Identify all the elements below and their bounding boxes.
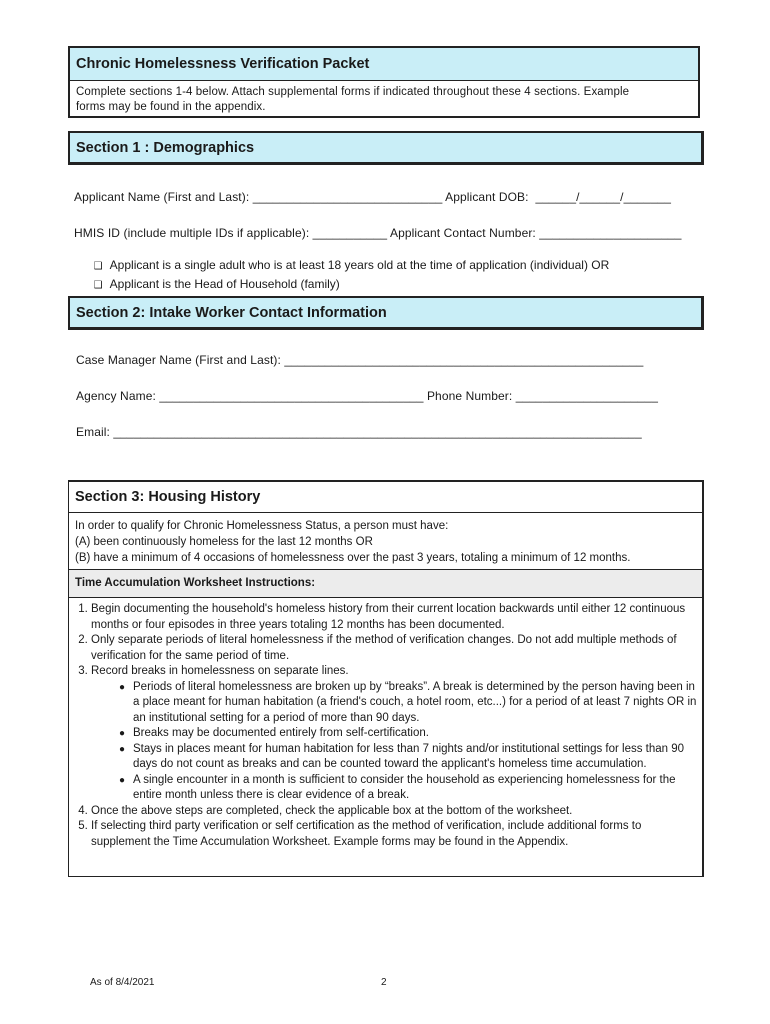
bullet-item: ● A single encounter in a month is sufficient to consider the household as experiencing homelessness for the entire month unless there is clear evidence of a break. xyxy=(119,773,676,801)
worksheet-steps xyxy=(69,602,702,850)
step-item: 2. Only separate periods of literal homelessness if the method of verification changes. Do not add multiple methods of verification for the same period of time. xyxy=(91,633,702,664)
step-item: 3. Record breaks in homelessness on separate lines. ● Periods of literal homelessness are broken up by “breaks”. A break is determined by the person having been in a place meant for human habitation (a friend's couch, a hotel room, etc...) for a period of at least 7 nights OR in an institutional setting for a period of more than 90 days. ● Breaks may be documented entirely from self-certification. ● Stays in places meant for human habitation for less than 7 nights and/or institutional settings for less than 90 days do not count as breaks and can be counted toward the applicant's homeless time accumulation. ● A single encounter in a month is sufficient to consider the household as experiencing homelessness for the entire month unless there is clear evidence of a break. xyxy=(91,664,702,804)
section1-heading: Section 1 : Demographics xyxy=(68,131,704,165)
case-manager-field[interactable]: Case Manager Name (First and Last): _____________________________________________________ xyxy=(76,353,644,367)
section3-heading: Section 3: Housing History xyxy=(69,482,702,513)
checkbox-icon[interactable]: ❑ xyxy=(93,261,103,272)
intro-line-2: (A) been continuously homeless for the last 12 months OR xyxy=(75,536,373,548)
packet-header xyxy=(68,46,700,118)
section2-heading: Section 2: Intake Worker Contact Information xyxy=(68,296,704,330)
packet-title: Chronic Homelessness Verification Packet xyxy=(70,48,698,81)
family-option-label: Applicant is the Head of Household (family) xyxy=(109,277,340,291)
step-item: 5. If selecting third party verification or self certification as the method of verification, include additional forms to supplement the Time Accumulation Worksheet. Example forms may be found in the Appendix. xyxy=(91,819,702,850)
agency-phone-field[interactable]: Agency Name: _______________________________________ Phone Number: _____________________ xyxy=(76,389,658,403)
bullet-item: ● Periods of literal homelessness are broken up by “breaks”. A break is determined by the person having been in a place meant for human habitation (a friend's couch, a hotel room, etc...) for a period of at least 7 nights OR in an institutional setting for a period of more than 90 days. xyxy=(119,680,697,724)
page-number: 2 xyxy=(381,977,387,988)
bullet-icon: ● xyxy=(119,743,126,755)
break-bullets xyxy=(91,680,702,804)
bullet-item: ● Breaks may be documented entirely from self-certification. xyxy=(133,726,702,742)
worksheet-instructions-heading: Time Accumulation Worksheet Instructions: xyxy=(69,570,702,598)
hmis-contact-field[interactable]: HMIS ID (include multiple IDs if applicable): ___________ Applicant Contact Number: _____________________ xyxy=(74,226,682,240)
instructions-line-1: Complete sections 1-4 below. Attach supplemental forms if indicated throughout these 4 sections. Example xyxy=(76,86,630,98)
instructions-line-2: forms may be found in the appendix. xyxy=(76,101,266,113)
footer-date: As of 8/4/2021 xyxy=(90,977,155,988)
applicant-name-dob-field[interactable]: Applicant Name (First and Last): ____________________________ Applicant DOB: ______/______/_______ xyxy=(74,190,672,204)
family-option[interactable] xyxy=(87,263,340,291)
intro-line-1: In order to qualify for Chronic Homelessness Status, a person must have: xyxy=(75,520,449,532)
email-field[interactable]: Email: ______________________________________________________________________________ xyxy=(76,425,642,439)
bullet-icon: ● xyxy=(119,774,126,786)
intro-line-3: (B) have a minimum of 4 occasions of homelessness over the past 3 years, totaling a minimum of 12 months. xyxy=(75,552,631,564)
checkbox-icon[interactable]: ❑ xyxy=(93,280,103,291)
section3-intro xyxy=(69,513,702,570)
step-item: 4. Once the above steps are completed, check the applicable box at the bottom of the worksheet. xyxy=(91,804,702,820)
bullet-icon: ● xyxy=(119,681,126,693)
packet-instructions xyxy=(70,81,698,119)
step-item: 1. Begin documenting the household's homeless history from their current location backwards until either 12 continuous months or four episodes in three years totaling 12 months has been documented. xyxy=(91,602,702,633)
bullet-icon: ● xyxy=(119,728,126,739)
individual-option-label: Applicant is a single adult who is at least 18 years old at the time of application (individual) OR xyxy=(109,258,610,272)
bullet-item: ● Stays in places meant for human habitation for less than 7 nights and/or institutional settings for less than 90 days do not count as breaks and can be counted toward the applicant's homeless time accumulation. xyxy=(119,742,685,770)
section3-box xyxy=(68,480,704,877)
